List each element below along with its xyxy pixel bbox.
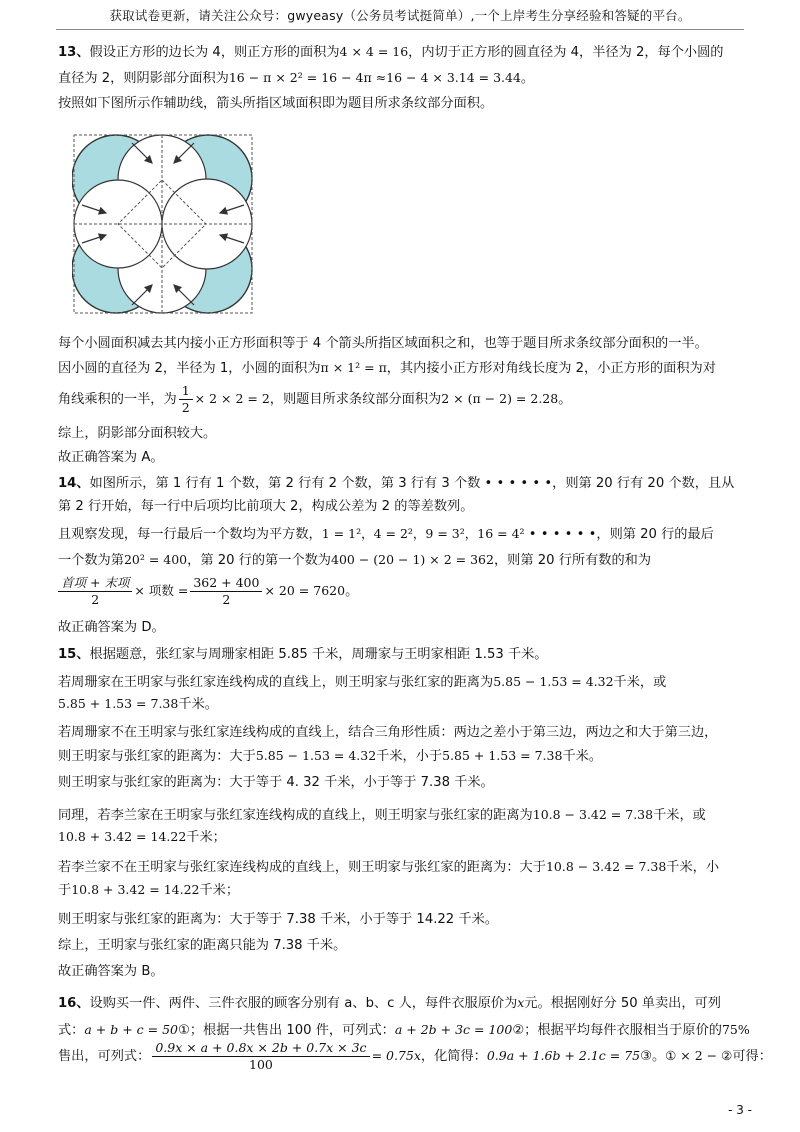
formula: 20² = 400 [123,552,188,567]
q14-answer: 故正确答案为 D。 [58,620,165,635]
formula: 0.9a + 1.6b + 2.1c = 75 [486,1048,641,1063]
formula: π × 1² = π [320,360,387,375]
q14-line-5 [56,572,358,611]
text: 一个数为第 [58,553,124,568]
page-number: - 3 - [728,1103,752,1117]
q14-line-4 [58,550,651,570]
q13-line-1 [58,42,723,62]
numerator: 1 [179,383,193,400]
text: ，化简得： [420,1049,487,1064]
four-circle-figure [72,133,254,315]
text: 直径为 2，则阴影部分面积为 [58,71,229,86]
text: ，则第 20 行所有数的和为 [493,553,652,568]
text: 元。根据刚好分 50 单卖出，可列 [524,996,721,1011]
header-divider [56,29,744,30]
text: 。 [520,71,535,86]
text: 千米，或 [653,808,706,823]
text: 千米，或 [613,675,667,690]
formula: 5.85 − 1.53 = 4.32 [255,748,377,763]
q13-line-3: 按照如下图所示作辅助线，箭头所指区域面积即为题目所求条纹部分面积。 [58,96,494,111]
circled-number: ② [512,1023,525,1038]
text: 售出，可列式： [58,1049,151,1064]
text: ，第 20 行的第一个数为 [187,553,331,568]
denominator: 2 [222,591,231,607]
text: 于 [58,883,72,898]
q13-summary: 综上，阴影部分面积较大。 [58,426,217,441]
formula: 5.85 + 1.53 = 7.38 [442,748,563,763]
text: 根据题意，张红家与周珊家相距 5.85 千米，周珊家与王明家相距 1.53 千米。 [89,647,548,662]
formula: 1 = 1²，4 = 2²，9 = 3²，16 = 4² [321,526,525,541]
text: 角线乘积的一半，为 [58,392,177,407]
text: • • • • • •，则第 20 行的最后 [524,527,714,542]
text: 设购买一件、两件、三件衣服的顾客分别有 a、b、c 人，每件衣服原价为 [89,996,518,1011]
formula: 5.85 − 1.53 = 4.32 [493,674,614,689]
text: 假设正方形的边长为 4，则正方形的面积为 [89,45,340,60]
text: 千米。 [562,749,602,764]
q16-line-3 [58,1036,772,1077]
formula: 400 − (20 − 1) × 2 = 362 [331,552,494,567]
q13-para-2 [58,358,716,378]
text: 千米； [199,883,240,898]
text: 千米，小 [666,860,720,875]
q14-line-3 [58,524,714,544]
q15-line-11: 则王明家与张红家的距离为：大于等于 7.38 千米，小于等于 14.22 千米。 [58,912,498,927]
text: ，则题目所求条纹部分面积为 [269,392,442,407]
text: ，内切于正方形的圆直径为 4，半径为 2，每个小圆的 [408,45,724,60]
text: 千米。 [178,697,218,712]
circled-number: ③ [640,1049,652,1064]
q15-line-1 [58,645,547,664]
numerator: 362 + 400 [190,575,262,592]
text: 如图所示，第 1 行有 1 个数，第 2 行有 2 个数，第 3 行有 3 个数 • • • • • •，则第 20 行有 20 个数，且从 [89,476,735,491]
text: 。 [651,1049,666,1064]
q13-number: 13、 [58,45,90,60]
formula: ① × 2 − ② [665,1048,733,1063]
q14-number: 14、 [58,476,90,491]
formula: × 项数 = [134,583,189,598]
q15-line-7 [58,805,706,825]
denominator: 2 [91,591,100,607]
q13-line-2 [58,68,534,88]
formula: a + 2b + 3c = 100 [394,1022,513,1037]
text: 同理，若李兰家在王明家与张红家连线构成的直线上，则王明家与张红家的距离为 [58,808,533,823]
circled-number: ① [178,1023,190,1038]
text: ；根据平均每件衣服相当于原价的 [524,1023,722,1038]
fraction [179,383,193,416]
text: 则王明家与张红家的距离为：大于 [58,749,256,764]
formula: 5.85 + 1.53 = 7.38 [58,696,179,711]
formula: 10.8 + 3.42 = 14.22 [58,829,187,844]
formula: a + b + c = 50 [84,1022,178,1037]
fraction [58,575,132,608]
fraction [190,575,262,608]
q13-para-3 [58,380,571,419]
text: 若周珊家在王明家与张红家连线构成的直线上，则王明家与张红家的距离为 [58,675,494,690]
text: ；根据一共售出 100 件，可列式： [189,1023,395,1038]
q15-line-12: 综上，王明家与张红家的距离只能为 7.38 千米。 [58,938,347,953]
text: 因小圆的直径为 2，半径为 1，小圆的面积为 [58,361,321,376]
q16-line-1 [58,993,721,1013]
text: 千米，小于 [376,749,443,764]
formula: 2 × (π − 2) = 2.28 [441,391,559,406]
formula: x [517,995,525,1010]
formula: × 2 × 2 = 2 [194,391,270,406]
page-header: 获取试卷更新，请关注公众号：gwyeasy（公务员考试挺简单）,一个上岸考生分享经验和答疑的平台。 [109,8,691,23]
formula: × 20 = 7620 [264,583,346,598]
denominator: 2 [181,399,190,415]
q16-number: 16、 [58,996,90,1011]
q15-line-2 [58,672,666,692]
formula: 16 − π × 2² = 16 − 4π ≈16 − 4 × 3.14 = 3.44 [228,70,521,85]
q15-line-10 [58,880,239,900]
q13-answer: 故正确答案为 A。 [58,450,164,465]
numerator: 0.9x × a + 0.8x × 2b + 0.7x × 3c [152,1040,369,1057]
q15-answer: 故正确答案为 B。 [58,964,164,979]
q13-para-1: 每个小圆面积减去其内接小正方形面积等于 4 个箭头所指区域面积之和，也等于题目所求条纹部分面积的一半。 [58,336,708,351]
q15-line-8 [58,827,226,847]
text: 且观察发现，每一行最后一个数均为平方数， [58,527,322,542]
numerator: 首项 + 末项 [58,575,132,592]
formula: 10.8 − 3.42 = 7.38 [532,807,654,822]
q15-line-3 [58,694,218,714]
text: 若李兰家不在王明家与张红家连线构成的直线上，则王明家与张红家的距离为：大于 [58,860,546,875]
q15-line-6: 则王明家与张红家的距离为：大于等于 4. 32 千米，小于等于 7.38 千米。 [58,775,494,790]
text: ，其内接小正方形对角线长度为 2，小正方形的面积为对 [386,361,716,376]
text: 式： [58,1023,85,1038]
formula: = 0.75x [371,1048,421,1063]
formula: 10.8 − 3.42 = 7.38 [545,859,667,874]
q15-number: 15、 [58,647,90,662]
text: 千米； [186,830,226,845]
q15-line-9 [58,857,719,877]
q14-line-1 [58,474,734,493]
text: 。 [558,392,572,407]
formula: 75% [721,1022,750,1037]
q14-line-2: 第 2 行开始，每一行中后项均比前项大 2，构成公差为 2 的等差数列。 [58,499,474,514]
text: 可得： [732,1049,772,1064]
formula: 10.8 + 3.42 = 14.22 [71,882,200,897]
fraction [152,1040,369,1073]
q15-line-5 [58,746,602,766]
text: 。 [345,584,359,599]
q15-line-4: 若周珊家不在王明家与张红家连线构成的直线上，结合三角形性质：两边之差小于第三边，两边之和大于第三边， [58,725,718,740]
denominator: 100 [249,1056,273,1072]
formula: 4 × 4 = 16 [339,44,409,59]
